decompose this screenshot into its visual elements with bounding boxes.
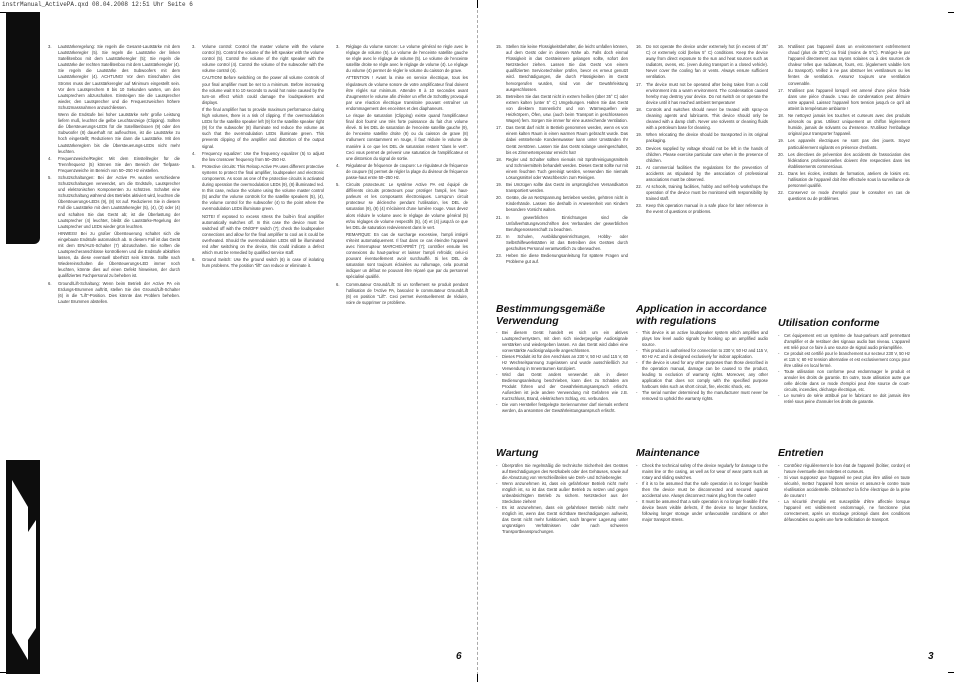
bullet-dash: - [636, 330, 638, 335]
manual-item [496, 125, 628, 155]
item-number: 20. [778, 151, 784, 157]
bullet-text: Cet équipement est un système de haut-parleurs actif permettant d'amplifier et de restituer des signaux audio bas niveau. L'appareil est relié pour ce faire à une source de signal audio préamplifiée. [784, 332, 910, 350]
section-title: Wartung [496, 447, 539, 459]
item-number [192, 214, 199, 257]
manual-item [636, 132, 768, 144]
item-text: Keep this operation manual in a safe place for later reference in the event of questions or problems. [646, 203, 768, 215]
item-text: HINWEIS! Bei zu großer Übersteuerung schaltet sich die eingebaute Endstufe automatisch ab. In diesem Fall ist das Gerät mit dem EIN/AUS-Schalter (7) abzuschalten. Sie sollten die Lautsprecheranschlüsse kontrollieren und die Endstufe abkühlen lassen, da diese eventuell überhitzt sein könnte. Sollte nach Wiedereinschalten die Übersteuerungs-LED immer noch leuchten, könnte dies auf einen Defekt hinweisen, der durch qualifiziertes Fachpersonal zu beheben ist. [58, 230, 180, 279]
bullet-item [778, 351, 910, 369]
bullet-list [496, 463, 628, 535]
bullet-dash: - [496, 330, 498, 335]
item-text: Geräte, die an Netzspannung betrieben werden, gehören nicht in Kinderhände. Lassen Sie deshalb in Anwesenheit von Kindern besondere Vorsicht walten. [506, 195, 628, 213]
manual-item [636, 203, 768, 215]
item-number [336, 75, 343, 112]
manual-item [636, 146, 768, 164]
column-french-safety [778, 44, 910, 203]
item-number [48, 112, 55, 155]
column-french-operation [336, 44, 468, 307]
bullet-dash: - [778, 368, 780, 374]
item-number: 16. [496, 93, 502, 99]
bullet-text: Die vom Hersteller festgelegte Seriennummer darf niemals entfernt werden, da ansonsten der Gewährleistungsanspruch erlischt. [502, 402, 628, 413]
item-number: 15. [496, 44, 502, 49]
item-number: 3. [48, 44, 52, 49]
item-number [192, 107, 199, 150]
item-text: At schools, training facilities, hobby and self-help workshops the operation of the device must be monitored with responsibility by trained staff. [646, 184, 768, 202]
bullet-list [636, 463, 768, 523]
manual-item [336, 44, 468, 74]
item-number [336, 113, 343, 162]
bullet-text: Toute utilisation non conforme peut endommager le produit et annuler les droits de garantie. En outre, toute utilisation autre que celle décrite dans ce mode d'emploi peut être source de court-circuits, incendies, décharge électrique, etc. [784, 368, 910, 392]
bullet-text: Check the technical safety of the device regularly for damage to the mains line or the casing, as well as for wear of wear parts such as rotary and sliding switches. [642, 462, 768, 480]
page-number-left: 6 [456, 651, 462, 662]
column-german-safety [496, 44, 628, 266]
manual-item [192, 44, 324, 74]
item-number: 4. [336, 162, 340, 168]
bullet-item [778, 475, 910, 499]
manual-item [336, 163, 468, 181]
manual-item [336, 282, 468, 306]
bullet-item [636, 481, 768, 499]
item-number: 5. [48, 174, 52, 180]
item-number: 5. [336, 182, 340, 188]
item-text: In Schulen, Ausbildungseinrichtungen, Hobby- oder Selbsthilfewerkstätten ist das Betreiben des Gerätes durch geschultes Personal verantwortlich zu überwachen. [506, 233, 628, 251]
item-number: 20. [496, 195, 502, 201]
bullet-item [778, 463, 910, 475]
item-number: 19. [496, 182, 502, 188]
item-text: Frequenzweiche/Regler: Mit dem Einstellregler für die Trennfrequenz (5) können Sie den Bereich der Tiefpass-Frequenzweiche im Bereich von 50–250 Hz einstellen. [58, 155, 180, 173]
section-title: Maintenance [636, 447, 700, 459]
item-number: 19. [636, 132, 642, 138]
item-text: Lautstärkeregelung: Sie regeln die Gesamt-Lautstärke mit dem Lautstärkeregler (5). Sie regeln die Lautstärke der linken Satellitenbox mit dem Lautstärkeregler (5); Sie regeln die Lautstärke der rechten Satellitenbox mit dem Lautstärkeregler (4). Sie regeln die Lautstärke des Subwoofers mit dem Lautstärkeregler (4). ACHTUNG! Vor dem Einschalten des Stroms muss der Lautstärkeregler auf Minimum eingestellt sein. Vor dem Lautsprechern 8 bis 10 Sekunden warten, um den Lautsprechern abzuschalten. Einsteigen Sie die Lautsprecher wieder, den Lautsprecher und die Frequenzweichen höhere Schutzmassnahmen anzuschliessen. [58, 44, 180, 110]
bullet-item [636, 360, 768, 390]
bullet-list [496, 330, 628, 414]
item-text: In gewerblichen Einrichtungen sind die Unfallverhütungsvorschriften des Verbandes der gewerblichen Berufsgenossenschaft zu beachten. [506, 214, 628, 232]
item-text: Les appareils électriques ne sont pas des jouets. Soyez particulièrement vigilants en présence d'enfants. [788, 138, 910, 150]
manual-item [496, 253, 628, 265]
bullet-item [778, 333, 910, 351]
decorative-black-band-top [6, 12, 40, 244]
item-text: Bei Umzügen sollte das Gerät im ursprünglichen Versandkarton transportiert werden. [506, 182, 628, 194]
bullet-dash: - [496, 480, 498, 486]
item-number: 17. [636, 81, 642, 87]
item-number: 21. [496, 214, 502, 220]
column-english-safety [636, 44, 768, 217]
item-number: 19. [778, 138, 784, 144]
bullet-item [496, 463, 628, 481]
bullet-item [496, 354, 628, 372]
bullet-list [778, 463, 910, 523]
bullet-text: It must be assumed that a safe operation is no longer feasible if the device bears visible defects, if the device no longer functions, following longer storage under unfavourable conditions or after major transport stress. [642, 498, 768, 522]
manual-item [192, 164, 324, 213]
bullet-dash: - [636, 390, 638, 395]
crop-mark [0, 672, 6, 673]
bullet-item [496, 505, 628, 535]
item-number: 17. [778, 87, 784, 93]
item-text: When relocating the device should be transported in its original packaging. [646, 132, 768, 144]
item-text: Betreiben Sie das Gerät nicht in extrem heißen (über 35° C) oder extrem kalten (unter 5° C) Umgebungen. Halten Sie das Gerät von direktem Sonnenlicht und von Wärmequellen wie Heizkörpern, Öfen, usw. (auch beim Transport in geschlossenen Wagen) fern. Sorgen Sie immer für eine ausreichende Ventilation. [506, 93, 628, 124]
bullet-dash: - [636, 348, 638, 353]
bullet-text: La sécurité d'emploi est susceptible d'être affectée lorsque l'appareil est visiblement endommagé, ne fonctionne plus correctement, après un stockage prolongé dans des conditions défavorables ou après une forte sollicitation de transport. [784, 498, 910, 522]
item-text: Devices supplied by voltage should not be left in the hands of children. Please exercise particular care when in the presence of children. [646, 145, 768, 163]
bullet-text: Es ist anzunehmen, dass ein gefahrloser Betrieb nicht mehr möglich ist, wenn das Gerät sichtbare Beschädigungen aufweist, das Gerät nicht mehr funktioniert, nach längerer Lagerung unter ungünstigen Verhältnissen oder nach schweren Transportbeanspruchungen. [502, 504, 628, 534]
manual-item [496, 182, 628, 194]
item-number [192, 75, 199, 105]
manual-item [778, 190, 910, 202]
item-number: 18. [636, 106, 642, 112]
item-number: 22. [778, 190, 784, 196]
bullet-item [636, 463, 768, 481]
manual-item [192, 107, 324, 150]
bullet-item [496, 402, 628, 414]
manual-item [496, 215, 628, 233]
column-german-operation [48, 44, 180, 306]
manual-item [192, 214, 324, 257]
bullet-item [636, 348, 768, 360]
manual-item [336, 113, 468, 162]
decorative-stripe [28, 520, 36, 640]
item-number: 6. [192, 257, 196, 263]
item-number [48, 231, 55, 280]
section-entretien [778, 448, 910, 523]
bullet-item [778, 369, 910, 393]
manual-item [636, 82, 768, 106]
manual-item [192, 151, 324, 163]
bullet-text: Wird das Gerät anders verwendet als in dieser Bedienungsanleitung beschrieben, kann dies zu Schäden am Produkt führen und der Gewährleistungsanspruch erlischt. Außerdem ist jede andere Verwendung mit Gefahren wie z.B. Kurzschluss, Brand, elektrischem Schlag, etc. verbunden. [502, 372, 628, 401]
item-number: 3. [192, 44, 196, 49]
bullet-item [636, 390, 768, 402]
item-text: Das Gerät darf nicht in Betrieb genommen werden, wenn es von einem kalten Raum in einen warmen Raum gebracht wurde. Das dabei entstehende Kondenswasser kann unter Umständen Ihr Gerät zerstören. Lassen Sie das Gerät solange uneingeschaltet, bis es Zimmertemperatur erreicht hat! [506, 125, 628, 155]
bullet-dash: - [496, 462, 498, 468]
bullet-item [496, 330, 628, 354]
manual-item [778, 113, 910, 137]
manual-item [496, 234, 628, 252]
page-fold-line [477, 10, 478, 680]
manual-item [778, 88, 910, 112]
manual-item [48, 281, 180, 305]
manual-item [636, 165, 768, 183]
section-title: Entretien [778, 447, 824, 459]
bullet-item [778, 393, 910, 405]
bullet-dash: - [636, 462, 638, 468]
item-number: 16. [636, 44, 642, 49]
item-text: Ground Switch: Use the ground switch (6) in case of isolating hum problems. The position "lift" can reduce or eliminate it. [202, 257, 324, 269]
item-number: 22. [636, 184, 642, 190]
item-number: 3. [336, 44, 340, 49]
manual-item [48, 175, 180, 230]
item-text: Réglage du volume sonore: Le volume général se règle avec le réglage de volume (5). Le volume de l'enceinte satellite gauche se règle avec le réglage de volume (5). Le volume de l'enceinte satellite droite se règle avec le réglage de volume (4). Le réglage du volume (4) permet de régler le volume du caisson de grave. [346, 44, 468, 74]
crop-mark [948, 672, 954, 673]
crop-mark [948, 12, 954, 13]
crop-mark [477, 0, 478, 8]
bullet-item [778, 499, 910, 523]
column-english-operation [192, 44, 324, 270]
item-number: 17. [496, 125, 502, 131]
item-number: 18. [496, 156, 502, 162]
section-title: Utilisation conforme [778, 317, 880, 329]
item-number: 20. [636, 145, 642, 151]
manual-item [778, 171, 910, 189]
bullet-text: If it is to be assumed that the safe operation is no longer feasible then the device must be disconnected and secured against accidental use. Always disconnect mains plug from the outlet! [642, 480, 768, 498]
manual-item [636, 107, 768, 131]
manual-item [496, 44, 628, 93]
bullet-dash: - [778, 474, 780, 480]
item-text: Circuits protecteurs: Le système Active PA est équipé de différents circuits protecteurs pour protéger l'ampli, les haut-parleurs et les composants électroniques. Lorsqu'un circuit protecteur se déclenche pendant l'utilisation, les DEL de saturation (9), (8) (4) s'éclairent d'une lumière rouge. Vous devez alors réduire le volume avec le réglage de volume général (5) et/ou réglages de volume respectifs (5), (4) et (4) jusqu'à ce que les DEL de saturation redeviennent dans le vert. [346, 182, 468, 230]
item-number: 23. [636, 203, 642, 209]
file-header: instrManual_ActivePA.qxd 08.04.2008 12:51 Uhr Seite 6 [2, 1, 193, 8]
item-text: REMARQUE: En cas de surcharge excessive, l'ampli intégré s'éteint automatiquement. Il faut dans ce cas éteindre l'appareil avec l'interrupteur MARCHE/ARRÊT (7); contrôler ensuite les connexions du haut-parleur et laisser l'ampli refroidir, celui-ci pouvant éventuellement avoir surchauffé. Si les DEL de saturation sont toujours éclairées au rallumage, cela pourrait indiquer un défaut ne pouvant être réparé que par du personnel spécialisé qualifié. [346, 231, 468, 280]
item-number [336, 232, 343, 281]
item-number: 23. [496, 253, 502, 259]
manual-item [48, 112, 180, 155]
bullet-dash: - [778, 462, 780, 468]
manual-item [48, 156, 180, 174]
item-number: 4. [48, 155, 52, 161]
bullet-item [636, 499, 768, 523]
section-maintenance [636, 448, 768, 523]
section-wartung [496, 448, 628, 535]
item-text: Dans les écoles, instituts de formation, ateliers de loisirs etc. l'utilisation de l'appareil doit être effectuée sous la surveillance de personnel qualifié. [788, 170, 910, 189]
section-application-in-accordance [636, 304, 768, 402]
bullet-item [496, 481, 628, 505]
bullet-text: Ce produit est certifié pour le branchement sur secteur 230 V, 50 Hz et 115 V, 60 Hz tension alternative et est exclusivement conçu pour être utilisé en local fermé. [784, 350, 911, 368]
item-number: 6. [336, 281, 340, 287]
item-number: 4. [192, 150, 196, 156]
item-text: Ne nettoyez jamais les touches et curseurs avec des produits aérosols ou gras. Utilisez uniquement un chiffon légèrement humide, jamais de solvants ou d'essence. N'utilisez l'emballage original pour transporter l'appareil. [788, 113, 910, 137]
bullet-list [778, 333, 910, 405]
item-text: Controls and switches should never be treated with spray-on cleaning agents and lubricants. This device should only be cleaned with a damp cloth. Never use solvents or cleaning fluids with a petroleum base for cleaning. [646, 106, 768, 131]
item-text: Wenn die Endstufe bei hoher Lautstärke sehr große Leistung liefern muß, leuchtet die gelbe Leuchtanzeige (Clipping). Sollten die Übersteuerungs-LEDs für die Satellitenboxen (9) oder den Subwoofer (8) dauerhaft rot aufleuchten, ist die Lautstärke zu hoch eingestellt; Reduzieren Sie dann die Lautstärke. Mit den Lautstärkereglern bis die Übersteuerungs-LEDs nicht mehr leuchten. [58, 112, 180, 154]
item-text: NOTE! If exposed to excess stress the built-in final amplifier automatically switches off. In this case the device must be switched off with the ON/OFF switch (7); check the loudspeaker connections and allow for the final amplifier to cool as it could be overheated. Should the overmodulation LEDs still be illuminated red after switching on the device, this could indicate a defect which must be remedied by qualified service staff. [202, 213, 324, 256]
bullet-dash: - [778, 332, 780, 338]
bullet-dash: - [778, 498, 780, 504]
manual-item [496, 94, 628, 124]
bullet-dash: - [636, 360, 638, 365]
manual-item [336, 232, 468, 281]
item-text: Le risque de saturation (Clipping) existe quand l'amplificateur final doit fournir une très forte puissance du fait d'un volume élevé. Si les DEL de saturation de l'enceinte satellite gauche (9), de l'enceinte satellite droite (9) ou du caisson de grave (8) s'allument constamment en rouge, il faut réduire le volume de manière à ce que les DEL de saturation restent "dans le vert". Ceci vous permet de prévenir une saturation de l'amplificateur et une distorsion du signal de sortie. [346, 113, 468, 161]
manual-item [336, 75, 468, 112]
bullet-text: Dieses Produkt ist für den Anschluss an 230 V, 50 Hz und 115 V, 60 Hz Wechselspannung zugelassen und wurde ausschließlich zur Verwendung in Innenräumen konzipiert. [502, 354, 628, 371]
section-title: Bestimmungsgemäße Verwendung [496, 303, 606, 327]
item-text: Régulateur de fréquence de coupure: Le régulateur de fréquence de coupure (5) permet de régler la plage du diviseur de fréquence passe-haut entre 50–250 Hz. [346, 162, 468, 180]
bullet-text: Wenn anzunehmen ist, dass ein gefahrloser Betrieb nicht mehr möglich ist, so ist das Gerät außer Betrieb zu setzen und gegen unbeabsichtigten Betrieb zu sichern. Netzstecker aus der Steckdose ziehen! [502, 480, 628, 504]
manual-item [48, 44, 180, 111]
bullet-text: The serial number determined by the manufacturer must never be removed to uphold the warranty rights. [642, 390, 768, 401]
bullet-dash: - [496, 402, 498, 407]
item-number: 18. [778, 113, 784, 119]
item-text: ATTENTION ! Avant la mise en service électrique, tous les régulateurs de volume sonore de votre amplificateur final doivent être réglés sur minimum. Attendre 8 à 10 secondes avant d'augmenter le volume afin d'éviter un effet de Schottky provoqué par une réaction électrique transitoire pouvant entraîner un endommagement des enceintes et des diaphaneurs. [346, 75, 468, 111]
item-text: Conservez ce mode d'emploi pour le consulter en cas de questions ou de problèmes. [788, 190, 910, 202]
item-number: 22. [496, 233, 502, 239]
bullet-text: If the device is used for any other purposes than those described in the operation manual, damage can be caused to the product, leading to exclusion of warranty rights. Moreover, any other application that does not comply with the specified purpose harbours risks such as short circuit, fire, electric shock, etc. [642, 360, 768, 389]
manual-item [778, 44, 910, 87]
item-text: If the final amplifier has to provide maximum performance during high volumes, there is a risk of clipping. If the overmodulation LEDs for the satellite speaker left (9) for the satellite speaker right (9) for the subwoofer (8) illuminate red reduce the volume as such that the overmodulation LEDs illuminate green. This prevents clipping of the amplifier and distortion of the output signal. [202, 106, 324, 149]
item-text: At commercial facilities the regulations for the prevention of accidents as stipulated by the association of professional associations must be observed. [646, 164, 768, 182]
item-number: 6. [48, 280, 52, 286]
bullet-dash: - [636, 498, 638, 504]
item-text: Commutateur Ground/Lift: Si un ronflement se produit pendant l'utilisation de l'Active PA, basculez le commutateur Ground/Lift (6) en position "Lift". Ceci permet éventuellement de réduire, voire de supprimer ce problème. [346, 281, 468, 305]
bullet-text: This device is an active loudspeaker system which amplifies and plays low level audio signals by hooking up an amplified audio source. [642, 330, 768, 347]
section-title: Application in accordance with regulations [636, 303, 767, 327]
bullet-dash: - [778, 350, 780, 356]
item-text: Volume control: Control the master volume with the volume control (5). Control the volume of the left speaker with the volume control (5). Control the volume of the right speaker with the volume control (4). Control the volume of the subwoofer with the volume control (4). [202, 44, 324, 74]
section-utilisation-conforme [778, 318, 910, 405]
bullet-text: Bei diesem Gerät handelt es sich um ein aktives Lautsprechersystem, mit dem sich niederpegelige Audiosignale verstärken und wiedergeben lassen. An das Gerät wird dabei eine vorverstärkte Audiosignalquelle angeschlossen. [502, 330, 628, 353]
item-text: Protective circuits: This Reloop Active PA uses different protective systems to protect the final amplifier, loudspeaker and electronic components. As soon as one of the protective circuits is activated during operation the overmodulation LEDs (9), (8) illuminated red. In this case, reduce the volume using the volume master control (5) and/or the volume controls for the satellite speakers (5), (4), the volume control for the subwoofer (4) to the point where the overmodulation LEDs illuminate green. [202, 163, 324, 212]
bullet-text: Überprüfen Sie regelmäßig die technische Sicherheit des Gerätes auf Beschädigungen des Netzkabels oder des Gehäuses, sowie auf die Abnutzung von Verschleißteilen wie Dreh- und Schieberegler. [502, 462, 628, 480]
item-text: Les directives de prévention des accidents de l'association des fédérations professionnelles doivent être respectées dans les établissements commerciaux. [788, 151, 910, 169]
item-text: Regler und Schalter sollten niemals mit Sprühreinigungsmitteln und Schmiermitteln behandelt werden. Dieses Gerät sollte nur mit einem feuchten Tuch gereinigt werden, verwenden Sie niemals Lösungsmittel oder Waschbenzin zum Reinigen. [506, 156, 628, 180]
item-text: Stellen Sie keine Flüssigkeitsbehälter, die leicht umfallen können, auf dem Gerät oder in dessen Nähe ab. Falls doch einmal Flüssigkeit in das Geräteinnere gelangen sollte, sofort den Netzstecker ziehen. Lassen Sie das Gerät von einem qualifizierten Servicetechniker prüfen, bevor es erneut genutzt wird. Beschädigungen, die durch Flüssigkeiten im Gerät hervorgerufen wurden, sind von der Gewährleistung ausgeschlossen. [506, 44, 628, 92]
bullet-dash: - [496, 372, 498, 377]
item-text: The device must not be operated after being taken from a cold environment into a warm environment. The condensation caused hereby may destroy your device. Do not switch on or operate the device until it has reached ambient temperature! [646, 81, 768, 105]
bullet-dash: - [636, 480, 638, 486]
manual-item [336, 182, 468, 231]
section-bestimmungsgemaesse-verwendung [496, 304, 628, 414]
item-number: 21. [636, 164, 642, 170]
item-text: Frequency equalizer: Use the frequency equalizer (5) to adjust the low crossover frequency from 50–250 Hz. [202, 150, 324, 162]
manual-item [192, 257, 324, 269]
decorative-stripe [12, 480, 28, 660]
manual-item [778, 138, 910, 150]
bullet-item [496, 372, 628, 402]
bullet-text: Contrôlez régulièrement le bon état de l'appareil (boîtier, cordon) et l'usure éventuelle des molettes et curseurs. [784, 462, 910, 474]
manual-item [778, 152, 910, 170]
item-text: Heben Sie diese Bedienungsanleitung für spätere Fragen und Probleme gut auf. [506, 253, 628, 265]
item-number: 21. [778, 170, 784, 176]
bullet-list [636, 330, 768, 402]
item-number: 5. [192, 163, 196, 169]
bullet-text: Si vous supposez que l'appareil ne peut plus être utilisé en toute sécurité, mettez l'appareil hors service et assurez-le contre toute réutilisation accidentelle. Débranchez la fiche électrique de la prise de courant ! [784, 474, 910, 498]
bullet-dash: - [778, 392, 780, 398]
manual-item [496, 157, 628, 181]
manual-item [192, 75, 324, 105]
item-text: N'utilisez pas l'appareil dans un environnement extrêmement chaud (plus de 35°C) ou froid (moins de 5°C). Protégez-le par l'appareil directement aux rayons solaires ou à des sources de chaleur telles que radiateurs, fours, etc. (également valable lors du transport). Veillez à ne pas obstruer les ventilateurs ou les fentes de ventilation. Assurez toujours une ventilation convenable. [788, 44, 910, 86]
manual-item [636, 44, 768, 81]
manual-item [636, 184, 768, 202]
item-text: Ground/Lift-Schaltung: Wenn beim Betrieb der Active PA ein Erdungs-Brummen auftritt, stellen Sie den Ground/Lift-Schalter (6) in die "Lift"-Position. Dies könnte das Problem beheben. Lauter Brummen abstellen. [58, 280, 180, 304]
crop-mark [477, 674, 478, 682]
item-text: Do not operate the device under extremely hot (in excess of 35° C) or extremely cold (below 5° C) conditions. Keep the device away from direct exposure to the sun and heat sources such as radiators, ovens, etc. (even during transport in a closed vehicle). Never cover the cooling fan or vents. Always ensure sufficient ventilation. [646, 44, 768, 80]
bullet-text: This product is authorised for connection to 230 V, 50 Hz and 115 V, 60 Hz AC and is designed exclusively for indoor application. [642, 348, 768, 359]
crop-mark [0, 12, 6, 13]
item-text: Schutzschaltungen: Bei der Active PA wurden verschiedene Schutzschaltungen verwendet, um die Endstufe, Lautsprecher und elektronischen Komponenten zu schützen. Schaltet eine Schutzschaltung während des Betriebs aktiviert wird, leuchten die Übersteuerungs-LEDs (9), (8) rot auf. Reduzieren Sie in diesem Fall die Lautstärke mit dem Lautstärkeregler (5), (4), (3) oder (4) und schalten Sie das Gerät ab; ist die Überlastung der Lautsprecher (4) leuchtet, bleibt die Lautstärke-Regelung der Lautsprecher und LEDs wieder grün leuchten. [58, 174, 180, 229]
bullet-text: Le numéro de série attribué par le fabricant ne doit jamais être retiré sous peine d'annuler les droits de garantie. [784, 392, 910, 404]
bullet-item [636, 330, 768, 348]
item-text: N'utilisez pas l'appareil lorsqu'il est amené d'une pièce froide dans une pièce chaude. L'eau de condensation peut détruire votre appareil. Laissez l'appareil hors tension jusqu'à ce qu'il ait atteint la température ambiante ! [788, 87, 910, 111]
decorative-black-band-bottom [6, 460, 40, 674]
item-number: 16. [778, 44, 784, 49]
bullet-dash: - [496, 504, 498, 510]
manual-item [48, 231, 180, 280]
item-text: CAUTION! Before switching on the power all volume controls of your final amplifier must be set to a minimum. Before increasing the volume wait 8 to 10 seconds to avoid hot noise caused by the turn-on effect which could damage the loudspeakers and displays. [202, 75, 324, 105]
bullet-dash: - [496, 354, 498, 359]
page-number-right: 3 [928, 651, 934, 662]
manual-item [496, 195, 628, 213]
